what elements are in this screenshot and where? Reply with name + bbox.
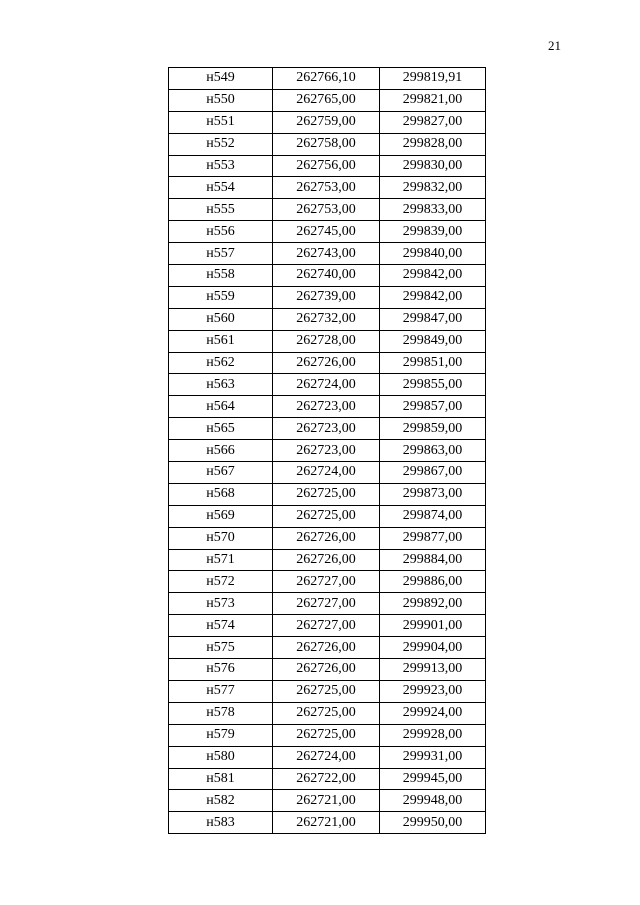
y-coordinate-cell: 299819,91 (380, 68, 486, 90)
table-row (169, 659, 486, 681)
y-coordinate-cell: 299842,00 (380, 265, 486, 287)
point-name-cell: н556 (169, 221, 273, 243)
y-coordinate-cell: 299840,00 (380, 243, 486, 265)
x-coordinate-cell: 262753,00 (273, 177, 380, 199)
y-coordinate-cell: 299901,00 (380, 615, 486, 637)
table-row (169, 768, 486, 790)
table-row (169, 396, 486, 418)
y-coordinate-cell: 299877,00 (380, 527, 486, 549)
x-coordinate-cell: 262732,00 (273, 308, 380, 330)
y-coordinate-cell: 299828,00 (380, 133, 486, 155)
table-row (169, 221, 486, 243)
x-coordinate-cell: 262727,00 (273, 615, 380, 637)
point-name-cell: н564 (169, 396, 273, 418)
point-name-cell: н575 (169, 637, 273, 659)
point-name-cell: н572 (169, 571, 273, 593)
x-coordinate-cell: 262721,00 (273, 812, 380, 834)
x-coordinate-cell: 262725,00 (273, 483, 380, 505)
y-coordinate-cell: 299928,00 (380, 724, 486, 746)
x-coordinate-cell: 262756,00 (273, 155, 380, 177)
point-name-cell: н562 (169, 352, 273, 374)
y-coordinate-cell: 299859,00 (380, 418, 486, 440)
y-coordinate-cell: 299884,00 (380, 549, 486, 571)
y-coordinate-cell: 299857,00 (380, 396, 486, 418)
x-coordinate-cell: 262721,00 (273, 790, 380, 812)
x-coordinate-cell: 262726,00 (273, 659, 380, 681)
x-coordinate-cell: 262725,00 (273, 680, 380, 702)
coordinates-table-body (169, 68, 486, 834)
point-name-cell: н549 (169, 68, 273, 90)
y-coordinate-cell: 299924,00 (380, 702, 486, 724)
x-coordinate-cell: 262758,00 (273, 133, 380, 155)
table-row (169, 265, 486, 287)
y-coordinate-cell: 299830,00 (380, 155, 486, 177)
x-coordinate-cell: 262724,00 (273, 374, 380, 396)
x-coordinate-cell: 262725,00 (273, 724, 380, 746)
table-row (169, 549, 486, 571)
y-coordinate-cell: 299931,00 (380, 746, 486, 768)
point-name-cell: н563 (169, 374, 273, 396)
x-coordinate-cell: 262726,00 (273, 352, 380, 374)
x-coordinate-cell: 262722,00 (273, 768, 380, 790)
y-coordinate-cell: 299847,00 (380, 308, 486, 330)
table-row (169, 527, 486, 549)
point-name-cell: н576 (169, 659, 273, 681)
table-row (169, 483, 486, 505)
x-coordinate-cell: 262743,00 (273, 243, 380, 265)
table-row (169, 746, 486, 768)
point-name-cell: н555 (169, 199, 273, 221)
y-coordinate-cell: 299873,00 (380, 483, 486, 505)
point-name-cell: н567 (169, 462, 273, 484)
point-name-cell: н583 (169, 812, 273, 834)
y-coordinate-cell: 299851,00 (380, 352, 486, 374)
x-coordinate-cell: 262739,00 (273, 286, 380, 308)
x-coordinate-cell: 262724,00 (273, 746, 380, 768)
y-coordinate-cell: 299827,00 (380, 111, 486, 133)
point-name-cell: н568 (169, 483, 273, 505)
table-row (169, 637, 486, 659)
point-name-cell: н553 (169, 155, 273, 177)
table-row (169, 308, 486, 330)
table-row (169, 133, 486, 155)
point-name-cell: н565 (169, 418, 273, 440)
table-row (169, 790, 486, 812)
x-coordinate-cell: 262753,00 (273, 199, 380, 221)
table-row (169, 68, 486, 90)
y-coordinate-cell: 299855,00 (380, 374, 486, 396)
x-coordinate-cell: 262727,00 (273, 571, 380, 593)
table-row (169, 243, 486, 265)
x-coordinate-cell: 262723,00 (273, 440, 380, 462)
y-coordinate-cell: 299867,00 (380, 462, 486, 484)
table-row (169, 374, 486, 396)
table-row (169, 724, 486, 746)
y-coordinate-cell: 299874,00 (380, 505, 486, 527)
point-name-cell: н561 (169, 330, 273, 352)
point-name-cell: н558 (169, 265, 273, 287)
y-coordinate-cell: 299948,00 (380, 790, 486, 812)
y-coordinate-cell: 299945,00 (380, 768, 486, 790)
coordinates-table (168, 67, 486, 834)
x-coordinate-cell: 262727,00 (273, 593, 380, 615)
y-coordinate-cell: 299842,00 (380, 286, 486, 308)
table-row (169, 418, 486, 440)
y-coordinate-cell: 299886,00 (380, 571, 486, 593)
point-name-cell: н577 (169, 680, 273, 702)
x-coordinate-cell: 262725,00 (273, 505, 380, 527)
y-coordinate-cell: 299839,00 (380, 221, 486, 243)
y-coordinate-cell: 299913,00 (380, 659, 486, 681)
point-name-cell: н569 (169, 505, 273, 527)
point-name-cell: н570 (169, 527, 273, 549)
table-row (169, 330, 486, 352)
page-number: 21 (548, 38, 561, 53)
y-coordinate-cell: 299950,00 (380, 812, 486, 834)
x-coordinate-cell: 262759,00 (273, 111, 380, 133)
point-name-cell: н574 (169, 615, 273, 637)
x-coordinate-cell: 262745,00 (273, 221, 380, 243)
point-name-cell: н552 (169, 133, 273, 155)
x-coordinate-cell: 262740,00 (273, 265, 380, 287)
x-coordinate-cell: 262723,00 (273, 396, 380, 418)
table-row (169, 286, 486, 308)
y-coordinate-cell: 299892,00 (380, 593, 486, 615)
point-name-cell: н578 (169, 702, 273, 724)
x-coordinate-cell: 262726,00 (273, 637, 380, 659)
x-coordinate-cell: 262725,00 (273, 702, 380, 724)
x-coordinate-cell: 262723,00 (273, 418, 380, 440)
point-name-cell: н571 (169, 549, 273, 571)
point-name-cell: н566 (169, 440, 273, 462)
table-row (169, 680, 486, 702)
table-row (169, 462, 486, 484)
table-row (169, 352, 486, 374)
table-row (169, 111, 486, 133)
x-coordinate-cell: 262726,00 (273, 549, 380, 571)
x-coordinate-cell: 262726,00 (273, 527, 380, 549)
point-name-cell: н550 (169, 89, 273, 111)
point-name-cell: н580 (169, 746, 273, 768)
x-coordinate-cell: 262728,00 (273, 330, 380, 352)
table-row (169, 702, 486, 724)
table-row (169, 155, 486, 177)
y-coordinate-cell: 299863,00 (380, 440, 486, 462)
point-name-cell: н557 (169, 243, 273, 265)
table-row (169, 440, 486, 462)
y-coordinate-cell: 299849,00 (380, 330, 486, 352)
table-row (169, 812, 486, 834)
table-row (169, 505, 486, 527)
y-coordinate-cell: 299923,00 (380, 680, 486, 702)
x-coordinate-cell: 262766,10 (273, 68, 380, 90)
table-row (169, 177, 486, 199)
point-name-cell: н559 (169, 286, 273, 308)
table-row (169, 593, 486, 615)
y-coordinate-cell: 299832,00 (380, 177, 486, 199)
y-coordinate-cell: 299833,00 (380, 199, 486, 221)
x-coordinate-cell: 262765,00 (273, 89, 380, 111)
point-name-cell: н573 (169, 593, 273, 615)
point-name-cell: н551 (169, 111, 273, 133)
point-name-cell: н579 (169, 724, 273, 746)
table-row (169, 199, 486, 221)
point-name-cell: н582 (169, 790, 273, 812)
y-coordinate-cell: 299821,00 (380, 89, 486, 111)
point-name-cell: н581 (169, 768, 273, 790)
y-coordinate-cell: 299904,00 (380, 637, 486, 659)
table-row (169, 571, 486, 593)
point-name-cell: н560 (169, 308, 273, 330)
table-row (169, 89, 486, 111)
point-name-cell: н554 (169, 177, 273, 199)
table-row (169, 615, 486, 637)
x-coordinate-cell: 262724,00 (273, 462, 380, 484)
